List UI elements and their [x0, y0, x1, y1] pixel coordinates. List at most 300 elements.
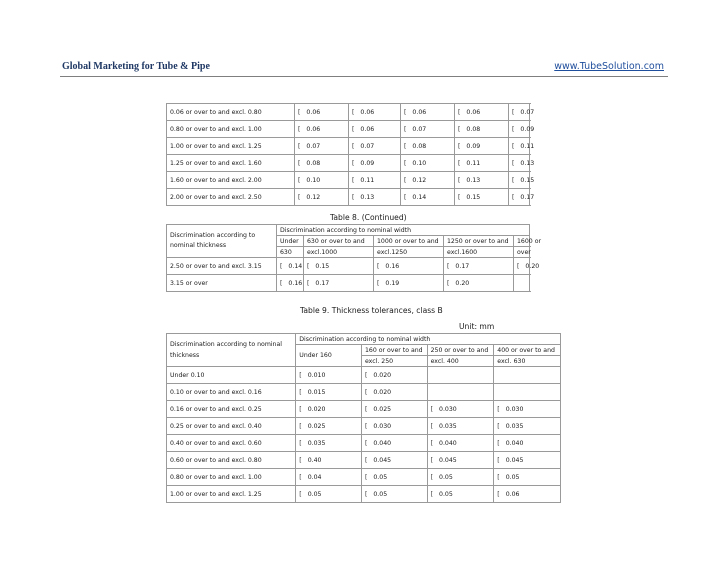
table-cell [295, 155, 349, 172]
bracket-symbol: [ [497, 473, 500, 481]
cell-value: 0.14 [412, 193, 427, 201]
bracket-symbol: [ [299, 439, 302, 447]
table-row [167, 486, 561, 503]
table-cell [349, 104, 401, 121]
column-header-cell [361, 345, 427, 356]
row-label: 0.60 or over to and excl. 0.80 [170, 456, 262, 464]
table-row [167, 401, 561, 418]
table-row [167, 121, 530, 138]
cell-value: 0.13 [520, 159, 535, 167]
column-header-cell [514, 247, 530, 258]
table-cell [296, 367, 362, 384]
bracket-symbol: [ [458, 159, 461, 167]
table-cell [514, 258, 540, 275]
row-label-cell [167, 401, 296, 418]
table-cell [401, 155, 455, 172]
cell-value: 0.035 [505, 422, 524, 430]
cell-value: 0.10 [306, 176, 321, 184]
bracket-symbol: [ [497, 405, 500, 413]
column-header-cell [277, 236, 304, 247]
cell-value: 0.17 [315, 279, 330, 287]
row-header-label: Discrimination according to nominal thickness [170, 341, 282, 359]
cell-value: 0.17 [455, 262, 470, 270]
cell-value: 0.08 [306, 159, 321, 167]
cell-value: 0.09 [360, 159, 375, 167]
table-cell [401, 189, 455, 206]
cell-value: 0.09 [520, 125, 535, 133]
bracket-symbol: [ [377, 279, 380, 287]
row-label: 0.10 or over to and excl. 0.16 [170, 388, 262, 396]
bracket-symbol: [ [458, 125, 461, 133]
row-label: 0.16 or over to and excl. 0.25 [170, 405, 262, 413]
row-label-cell [167, 172, 295, 189]
cell-value: 0.020 [373, 388, 392, 396]
cell-value: 0.06 [412, 108, 427, 116]
bracket-symbol: [ [352, 142, 355, 150]
table-cell [361, 486, 427, 503]
bracket-symbol: [ [364, 405, 368, 413]
cell-value: 0.40 [307, 456, 322, 464]
row-header-cell [167, 334, 296, 367]
column-header-cell [374, 247, 444, 258]
table-cell [444, 275, 514, 292]
cell-value: 0.040 [373, 439, 392, 447]
bracket-symbol: [ [299, 456, 302, 464]
table-row [167, 155, 530, 172]
cell-value: 0.06 [466, 108, 481, 116]
table-cell [361, 452, 427, 469]
cell-value: 0.17 [520, 193, 535, 201]
cell-value: 0.12 [306, 193, 321, 201]
column-header-sublabel: excl. 630 [497, 357, 526, 365]
column-header-cell [494, 345, 561, 356]
table-cell [349, 121, 401, 138]
bracket-symbol: [ [497, 439, 500, 447]
column-header-cell [304, 236, 374, 247]
column-header-cell [514, 236, 542, 247]
cell-value: 0.045 [439, 456, 457, 464]
bracket-symbol: [ [352, 108, 355, 116]
table-cell [374, 258, 444, 275]
column-header-label: 1600 or [517, 237, 542, 245]
bracket-symbol: [ [458, 108, 461, 116]
cell-value: 0.10 [412, 159, 427, 167]
row-label: Under 0.10 [170, 371, 205, 379]
bracket-symbol: [ [364, 439, 368, 447]
bracket-symbol: [ [512, 193, 515, 201]
table-cell [509, 155, 535, 172]
table-cell [361, 469, 427, 486]
table-cell [361, 401, 427, 418]
table-cell [455, 104, 509, 121]
cell-value: 0.06 [505, 490, 520, 498]
group-header-cell [296, 334, 561, 345]
column-header-sublabel: over [517, 248, 531, 256]
cell-value: 0.13 [466, 176, 481, 184]
cell-value: 0.08 [466, 125, 481, 133]
table-cell [277, 275, 304, 292]
row-label: 1.00 or over to and excl. 1.25 [170, 490, 262, 498]
cell-value: 0.05 [307, 490, 322, 498]
bracket-symbol: [ [298, 176, 301, 184]
bracket-symbol: [ [352, 159, 355, 167]
cell-value: 0.13 [360, 193, 375, 201]
cell-value: 0.06 [360, 108, 375, 116]
column-header-cell [427, 356, 494, 367]
table-cell [427, 401, 494, 418]
table-cell [296, 401, 362, 418]
bracket-symbol: [ [298, 142, 301, 150]
table-cell [304, 275, 374, 292]
bracket-symbol: [ [512, 125, 515, 133]
row-label-cell [167, 418, 296, 435]
bracket-symbol: [ [298, 108, 301, 116]
row-label: 0.80 or over to and excl. 1.00 [170, 125, 262, 133]
table-cell [401, 104, 455, 121]
table-row [167, 258, 530, 275]
bracket-symbol: [ [352, 193, 355, 201]
row-label: 2.00 or over to and excl. 2.50 [170, 193, 262, 201]
column-header-label: 160 or over to and [364, 346, 423, 354]
bracket-symbol: [ [299, 371, 302, 379]
cell-value: 0.14 [288, 262, 303, 270]
bracket-symbol: [ [280, 279, 283, 287]
cell-value: 0.07 [306, 142, 321, 150]
table-cell [509, 121, 535, 138]
bracket-symbol: [ [404, 142, 407, 150]
column-header-sublabel: excl.1250 [377, 248, 408, 256]
row-label: 3.15 or over [170, 279, 208, 287]
table-cell [296, 418, 362, 435]
cell-value: 0.06 [306, 108, 321, 116]
cell-value: 0.19 [385, 279, 400, 287]
bracket-symbol: [ [497, 422, 500, 430]
bracket-symbol: [ [430, 456, 434, 464]
row-label-cell [167, 104, 295, 121]
table-cell [494, 435, 561, 452]
column-header-label: Under [280, 237, 299, 245]
bracket-symbol: [ [352, 176, 355, 184]
bracket-symbol: [ [299, 405, 302, 413]
table-cell [296, 435, 362, 452]
table-row [167, 172, 530, 189]
row-label-cell [167, 367, 296, 384]
cell-value: 0.040 [505, 439, 524, 447]
cell-value: 0.05 [373, 473, 388, 481]
bracket-symbol: [ [404, 176, 407, 184]
table-cell [455, 189, 509, 206]
bracket-symbol: [ [430, 473, 434, 481]
table-cell [494, 418, 561, 435]
row-label-cell [167, 435, 296, 452]
column-header-label: 400 or over to and [497, 346, 555, 354]
cell-value: 0.010 [307, 371, 326, 379]
table-cell [295, 104, 349, 121]
bracket-symbol: [ [447, 279, 450, 287]
column-header-sublabel: excl. 250 [364, 357, 394, 365]
column-header-cell [277, 247, 304, 258]
bracket-symbol: [ [298, 125, 301, 133]
cell-value: 0.06 [360, 125, 375, 133]
row-label: 1.00 or over to and excl. 1.25 [170, 142, 262, 150]
row-label: 0.25 or over to and excl. 0.40 [170, 422, 262, 430]
table-cell [295, 138, 349, 155]
row-label-cell [167, 486, 296, 503]
table-row [167, 138, 530, 155]
table-row [167, 104, 530, 121]
cell-value: 0.16 [385, 262, 400, 270]
table-cell [304, 258, 374, 275]
row-label-cell [167, 155, 295, 172]
bracket-symbol: [ [404, 125, 407, 133]
bracket-symbol: [ [307, 279, 310, 287]
column-header-cell [444, 236, 514, 247]
cell-value: 0.020 [373, 371, 392, 379]
row-header-label: Discrimination according to nominal thickness [170, 232, 256, 249]
cell-value: 0.025 [373, 405, 392, 413]
group-header-cell [277, 225, 530, 236]
table-cell [296, 384, 362, 401]
table-cell [509, 189, 535, 206]
row-label-cell [167, 275, 277, 292]
row-label: 0.06 or over to and excl. 0.80 [170, 108, 262, 116]
table-cell [514, 275, 530, 292]
bracket-symbol: [ [364, 473, 368, 481]
cell-value: 0.030 [439, 405, 457, 413]
row-label: 0.40 or over to and excl. 0.60 [170, 439, 262, 447]
cell-value: 0.08 [412, 142, 427, 150]
row-header-cell [167, 225, 277, 258]
cell-value: 0.035 [307, 439, 326, 447]
bracket-symbol: [ [299, 422, 302, 430]
column-header-label: 250 or over to and [430, 346, 489, 354]
bracket-symbol: [ [298, 193, 301, 201]
bracket-symbol: [ [299, 473, 302, 481]
column-header-sublabel: excl. 400 [430, 357, 459, 365]
table-cell [296, 452, 362, 469]
bracket-symbol: [ [352, 125, 355, 133]
cell-value: 0.11 [520, 142, 535, 150]
cell-value: 0.020 [307, 405, 326, 413]
table-cell [494, 384, 561, 401]
table-cell [444, 258, 514, 275]
website-link[interactable]: www.TubeSolution.com [554, 61, 664, 72]
table-cell [427, 469, 494, 486]
table-cell [455, 172, 509, 189]
table-row [167, 469, 561, 486]
table-cell [361, 418, 427, 435]
table-8-caption: Table 8. (Continued) [330, 213, 407, 222]
table-cell [455, 155, 509, 172]
cell-value: 0.025 [307, 422, 326, 430]
bracket-symbol: [ [512, 108, 515, 116]
cell-value: 0.045 [505, 456, 524, 464]
table-8 [166, 224, 542, 292]
column-header-label: 630 or over to and [307, 237, 365, 245]
table-row [167, 384, 561, 401]
row-label-cell [167, 469, 296, 486]
bracket-symbol: [ [404, 159, 407, 167]
table-row [167, 435, 561, 452]
cell-value: 0.05 [439, 490, 453, 498]
cell-value: 0.05 [373, 490, 388, 498]
cell-value: 0.11 [360, 176, 375, 184]
table-cell [494, 469, 561, 486]
table-9 [166, 333, 561, 503]
table-cell [296, 469, 362, 486]
table-cell [427, 435, 494, 452]
row-label: 1.60 or over to and excl. 2.00 [170, 176, 262, 184]
document-header-title: Global Marketing for Tube & Pipe [62, 61, 210, 72]
cell-value: 0.04 [307, 473, 322, 481]
table-row [167, 275, 530, 292]
cell-value: 0.030 [505, 405, 524, 413]
cell-value: 0.015 [307, 388, 326, 396]
unit-label: Unit: mm [459, 322, 495, 331]
table-cell [295, 189, 349, 206]
row-label-cell [167, 258, 277, 275]
column-header-label: 1250 or over to and [447, 237, 509, 245]
cell-value: 0.07 [360, 142, 375, 150]
cell-value: 0.16 [288, 279, 303, 287]
table-cell [349, 189, 401, 206]
table-cell [494, 452, 561, 469]
table-row [167, 367, 561, 384]
cell-value: 0.15 [466, 193, 481, 201]
bracket-symbol: [ [364, 422, 368, 430]
row-label-cell [167, 121, 295, 138]
table-cell [427, 418, 494, 435]
group-header-label: Discrimination according to nominal width [280, 226, 412, 234]
table-cell [427, 367, 494, 384]
table-cell [494, 367, 561, 384]
table-cell [296, 486, 362, 503]
table-cell [349, 172, 401, 189]
table-7-continued [166, 103, 535, 206]
bracket-symbol: [ [364, 371, 368, 379]
cell-value: 0.035 [439, 422, 457, 430]
header-divider [60, 76, 668, 77]
table-cell [401, 172, 455, 189]
cell-value: 0.045 [373, 456, 392, 464]
table-cell [427, 384, 494, 401]
bracket-symbol: [ [447, 262, 450, 270]
bracket-symbol: [ [377, 262, 380, 270]
cell-value: 0.20 [525, 262, 540, 270]
cell-value: 0.12 [412, 176, 427, 184]
column-header-cell [361, 356, 427, 367]
row-label: 1.25 or over to and excl. 1.60 [170, 159, 262, 167]
cell-value: 0.15 [520, 176, 535, 184]
column-header-sublabel: excl.1600 [447, 248, 478, 256]
table-cell [401, 121, 455, 138]
column-header-cell [494, 356, 561, 367]
column-header-cell [296, 345, 362, 367]
column-header-cell [444, 247, 514, 258]
table-cell [277, 258, 304, 275]
bracket-symbol: [ [497, 490, 500, 498]
bracket-symbol: [ [497, 456, 500, 464]
bracket-symbol: [ [458, 176, 461, 184]
table-cell [374, 275, 444, 292]
table-cell [401, 138, 455, 155]
row-label-cell [167, 452, 296, 469]
cell-value: 0.15 [315, 262, 330, 270]
bracket-symbol: [ [404, 108, 407, 116]
bracket-symbol: [ [298, 159, 301, 167]
bracket-symbol: [ [517, 262, 520, 270]
column-header-cell [374, 236, 444, 247]
table-cell [427, 452, 494, 469]
cell-value: 0.06 [306, 125, 321, 133]
bracket-symbol: [ [299, 388, 302, 396]
cell-value: 0.07 [412, 125, 427, 133]
bracket-symbol: [ [280, 262, 283, 270]
table-cell [509, 138, 535, 155]
table-cell [349, 138, 401, 155]
cell-value: 0.05 [439, 473, 453, 481]
bracket-symbol: [ [430, 490, 434, 498]
bracket-symbol: [ [512, 159, 515, 167]
column-header-cell [304, 247, 374, 258]
cell-value: 0.20 [455, 279, 470, 287]
bracket-symbol: [ [458, 193, 461, 201]
row-label-cell [167, 138, 295, 155]
bracket-symbol: [ [430, 422, 434, 430]
bracket-symbol: [ [307, 262, 310, 270]
table-row [167, 452, 561, 469]
row-label-cell [167, 384, 296, 401]
bracket-symbol: [ [430, 439, 434, 447]
table-cell [361, 367, 427, 384]
table-cell [455, 138, 509, 155]
bracket-symbol: [ [512, 176, 515, 184]
table-9-caption: Table 9. Thickness tolerances, class B [300, 306, 443, 315]
cell-value: 0.030 [373, 422, 392, 430]
bracket-symbol: [ [299, 490, 302, 498]
cell-value: 0.040 [439, 439, 457, 447]
table-cell [427, 486, 494, 503]
column-header-label: Under 160 [299, 352, 332, 359]
column-header-sublabel: excl.1000 [307, 248, 338, 256]
cell-value: 0.11 [466, 159, 481, 167]
table-cell [349, 155, 401, 172]
group-header-label: Discrimination according to nominal width [299, 335, 431, 343]
table-cell [509, 172, 535, 189]
table-cell [361, 384, 427, 401]
cell-value: 0.09 [466, 142, 481, 150]
table-cell [455, 121, 509, 138]
table-row [167, 189, 530, 206]
table-cell [509, 104, 535, 121]
table-cell [295, 121, 349, 138]
column-header-sublabel: 630 [280, 248, 292, 256]
row-label: 0.80 or over to and excl. 1.00 [170, 473, 262, 481]
table-cell [361, 435, 427, 452]
table-cell [494, 401, 561, 418]
column-header-cell [427, 345, 494, 356]
cell-value: 0.07 [520, 108, 535, 116]
column-header-label: 1000 or over to and [377, 237, 439, 245]
row-label: 2.50 or over to and excl. 3.15 [170, 262, 262, 270]
row-label-cell [167, 189, 295, 206]
bracket-symbol: [ [364, 388, 368, 396]
table-cell [494, 486, 561, 503]
bracket-symbol: [ [364, 456, 368, 464]
bracket-symbol: [ [364, 490, 368, 498]
bracket-symbol: [ [404, 193, 407, 201]
bracket-symbol: [ [458, 142, 461, 150]
